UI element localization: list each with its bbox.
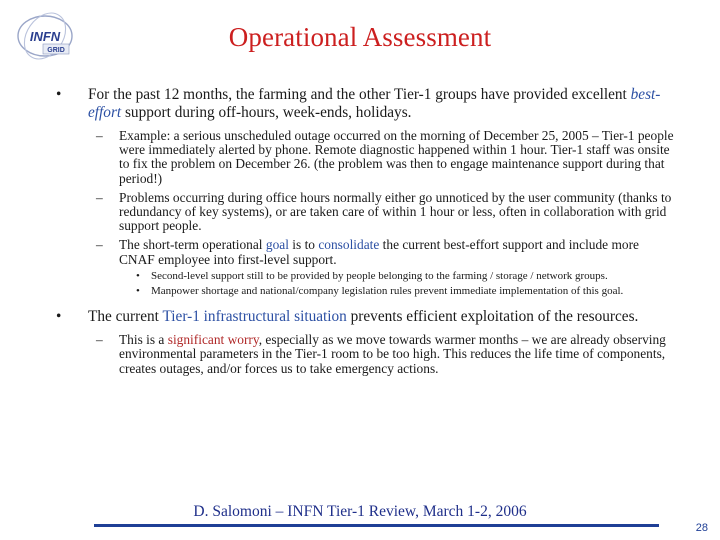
- goal-highlight: goal: [265, 237, 289, 253]
- sub-bullet-example: – Example: a serious unscheduled outage occurred on the morning of December 25, 2005 – Tier-1 people were immediately alerted by phone. Remote diagnostic happened within 1 hour. Tier-1 staff was onsite to fix the problem on December 26. (the problem was then to engage maintenance support during that period!): [96, 128, 674, 186]
- bullet-infrastructure: • The current Tier-1 infrastructural situation prevents efficient exploitation of the resources.: [56, 307, 639, 325]
- dot-marker: •: [136, 269, 140, 282]
- dot-marker: •: [136, 285, 140, 298]
- dash-marker: –: [96, 189, 103, 205]
- svg-text:INFN: INFN: [29, 29, 61, 44]
- dash-marker: –: [96, 332, 103, 348]
- bullet-marker: •: [56, 86, 62, 103]
- bullet-best-effort: • For the past 12 months, the farming and the other Tier-1 groups have provided excellent best-effort support during off-hours, week-ends, holidays.: [56, 86, 661, 121]
- slide-footer: D. Salomoni – INFN Tier-1 Review, March 1-2, 2006: [193, 503, 527, 520]
- page-number: 28: [695, 522, 708, 534]
- subsub-bullet-manpower: • Manpower shortage and national/company legislation rules prevent immediate implementation of this goal.: [136, 285, 624, 298]
- significant-worry-highlight: significant worry: [167, 332, 259, 348]
- sub-bullet-worry: – This is a significant worry, especially as we move towards warmer months – we are already observing environmental parameters in the Tier-1 room to be too high. This reduces the life time of components, creates outages, and/or forces us to take emergency actions.: [96, 332, 666, 376]
- svg-text:GRID: GRID: [47, 47, 65, 54]
- subsub-bullet-second-level: • Second-level support still to be provided by people belonging to the farming / storage / network groups.: [136, 269, 608, 282]
- tier1-situation-highlight: Tier-1 infrastructural situation: [162, 307, 347, 325]
- footer-rule: [94, 524, 659, 527]
- best-effort-highlight: best-effort: [88, 86, 661, 121]
- slide-body: [56, 86, 676, 376]
- consolidate-highlight: consolidate: [318, 237, 380, 253]
- dash-marker: –: [96, 237, 103, 253]
- slide-title: Operational Assessment: [228, 22, 492, 52]
- sub-bullet-goal: – The short-term operational goal is to consolidate the current best-effort support and include more CNAF employee into first-level support.: [96, 237, 639, 267]
- sub-bullet-problems: – Problems occurring during office hours normally either go unnoticed by the user community (thanks to redundancy of key systems), or are taken care of within 1 hour or less, often in collaboration with grid support people.: [96, 189, 672, 234]
- dash-marker: –: [96, 128, 103, 143]
- bullet-marker: •: [56, 307, 62, 325]
